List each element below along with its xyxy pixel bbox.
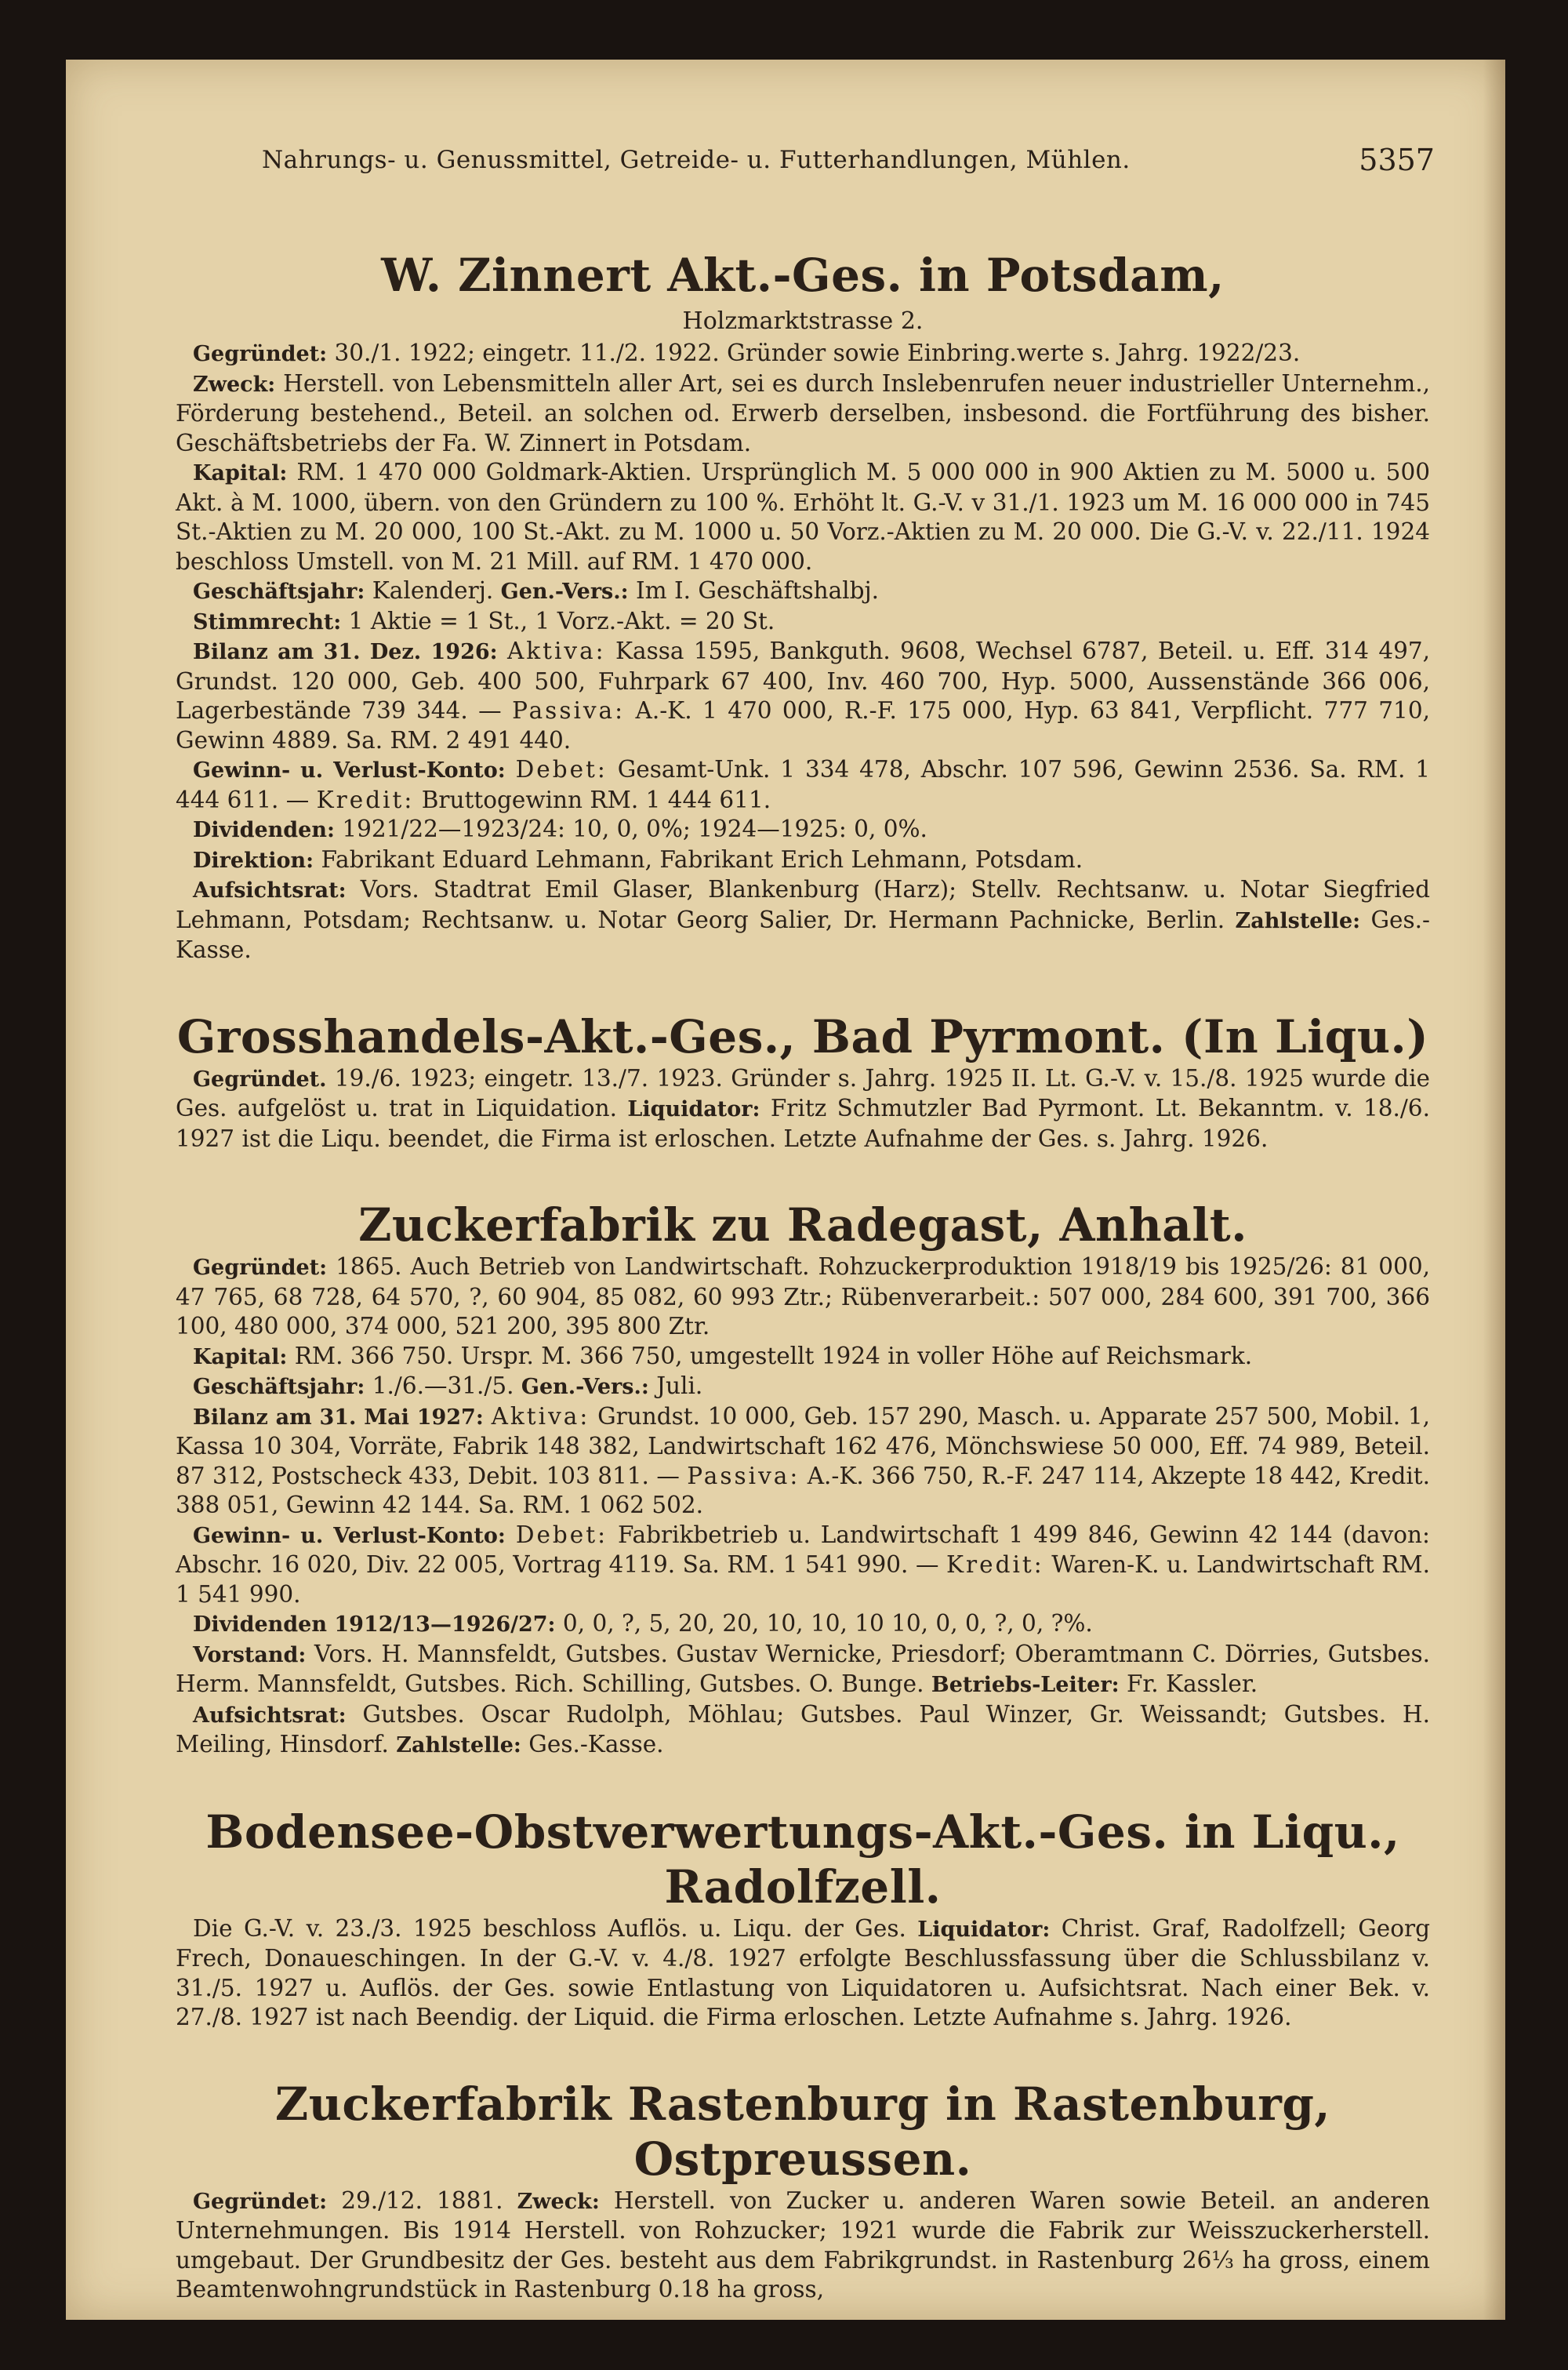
company-entry bbox=[176, 1805, 1430, 2033]
book-page bbox=[66, 60, 1505, 2320]
company-name: Bodensee-Obstverwertungs-Akt.-Ges. in Liqu., Radolfzell. bbox=[205, 1805, 1400, 1914]
entry-paragraph: Bilanz am 31. Dez. 1926: Aktiva: Kassa 1595, Bankguth. 9608, Wechsel 6787, Beteil. u. Eff. 314 497, Grundst. 120 000, Geb. 400 500, Fuhrpark 67 400, Inv. 460 700, Hyp. 5000, Aussenstände 366 006, Lagerbestände 739 344. — Passiva: A.-K. 1 470 000, R.-F. 175 000, Hyp. 63 841, Verpflicht. 777 710, Gewinn 4889. Sa. RM. 2 491 440. bbox=[176, 638, 1431, 754]
running-title: Nahrungs- u. Genussmittel, Getreide- u. Futterhandlungen, Mühlen. bbox=[262, 146, 1131, 174]
company-name: W. Zinnert Akt.-Ges. in Potsdam, bbox=[381, 249, 1225, 302]
entry-paragraph: Kapital: RM. 366 750. Urspr. M. 366 750, umgestellt 1924 in voller Höhe auf Reichsmark. bbox=[193, 1342, 1253, 1369]
page-number: 5357 bbox=[1359, 143, 1435, 177]
page-edge-shadow bbox=[1483, 60, 1505, 2320]
entry-paragraph: Bilanz am 31. Mai 1927: Aktiva: Grundst. 10 000, Geb. 157 290, Masch. u. Apparate 257 500, Mobil. 1, Kassa 10 304, Vorräte, Fabrik 148 382, Landwirtschaft 162 476, Mönchswiese 50 000, Eff. 74 989, Beteil. 87 312, Postscheck 433, Debit. 103 811. — Passiva: A.-K. 366 750, R.-F. 247 114, Akzepte 18 442, Kredit. 388 051, Gewinn 42 144. Sa. RM. 1 062 502. bbox=[176, 1402, 1430, 1518]
company-entry bbox=[176, 1198, 1430, 1761]
entry-paragraph: Gewinn- u. Verlust-Konto: Debet: Gesamt-Unk. 1 334 478, Abschr. 107 596, Gewinn 2536. Sa. RM. 1 444 611. — Kredit: Bruttogewinn RM. 1 444 611. bbox=[176, 756, 1430, 813]
entry-paragraph: Die G.-V. v. 23./3. 1925 beschloss Auflös. u. Liqu. der Ges. Liquidator: Christ. Graf, Radolfzell; Georg Frech, Donaueschingen. In der G.-V. v. 4./8. 1927 erfolgte Beschlussfassung über die Schlussbilanz v. 31./5. 1927 u. Auflös. der Ges. sowie Entlastung von Liquidatoren u. Aufsichtsrat. Nach einer Bek. v. 27./8. 1927 ist nach Beendig. der Liquid. die Firma erloschen. Letzte Aufnahme s. Jahrg. 1926. bbox=[176, 1914, 1430, 2030]
company-entry bbox=[176, 2077, 1430, 2305]
entry-paragraph: Direktion: Fabrikant Eduard Lehmann, Fabrikant Erich Lehmann, Potsdam. bbox=[193, 845, 1083, 873]
entry-paragraph: Gegründet: 30./1. 1922; eingetr. 11./2. 1922. Gründer sowie Einbring.werte s. Jahrg. 1922/23. bbox=[193, 340, 1301, 366]
entry-paragraph: Kapital: RM. 1 470 000 Goldmark-Aktien. Ursprünglich M. 5 000 000 in 900 Aktien zu M. 5000 u. 500 Akt. à M. 1000, übern. von den Gründern zu 100 %. Erhöht lt. G.-V. v 31./1. 1923 um M. 16 000 000 in 745 St.-Aktien zu M. 20 000, 100 St.-Akt. zu M. 1000 u. 50 Vorz.-Aktien zu M. 20 000. Die G.-V. v. 22./11. 1924 beschloss Umstell. von M. 21 Mill. auf RM. 1 470 000. bbox=[176, 459, 1430, 575]
entry-paragraph: Gegründet. 19./6. 1923; eingetr. 13./7. 1923. Gründer s. Jahrg. 1925 II. Lt. G.-V. v. 15./8. 1925 wurde die Ges. aufgelöst u. trat in Liquidation. Liquidator: Fritz Schmutzler Bad Pyrmont. Lt. Bekanntm. v. 18./6. 1927 ist die Liqu. beendet, die Firma ist erloschen. Letzte Aufnahme der Ges. s. Jahrg. 1926. bbox=[176, 1064, 1430, 1152]
company-name: Grosshandels-Akt.-Ges., Bad Pyrmont. (In Liqu.) bbox=[176, 1009, 1429, 1063]
entry-paragraph: Dividenden: 1921/22—1923/24: 10, 0, 0%; 1924—1925: 0, 0%. bbox=[193, 816, 927, 842]
entry-paragraph: Zweck: Herstell. von Lebensmitteln aller Art, sei es durch Inslebenrufen neuer industrieller Unternehm., Förderung bestehend., Beteil. an solchen od. Erwerb derselben, insbesond. die Fortführung des bisher. Geschäftsbetriebs der Fa. W. Zinnert in Potsdam. bbox=[176, 369, 1430, 456]
entries bbox=[176, 248, 1430, 2305]
entry-paragraph: Aufsichtsrat: Gutsbes. Oscar Rudolph, Möhlau; Gutsbes. Paul Winzer, Gr. Weissandt; Gutsbes. H. Meiling, Hinsdorf. Zahlstelle: Ges.-Kasse. bbox=[176, 1700, 1430, 1758]
entry-paragraph: Geschäftsjahr: 1./6.—31./5. Gen.-Vers.: Juli. bbox=[193, 1372, 703, 1399]
entry-paragraph: Gewinn- u. Verlust-Konto: Debet: Fabrikbetrieb u. Landwirtschaft 1 499 846, Gewinn 42 144 (davon: Abschr. 16 020, Div. 22 005, Vortrag 4119. Sa. RM. 1 541 990. — Kredit: Waren-K. u. Landwirtschaft RM. 1 541 990. bbox=[176, 1521, 1430, 1608]
entry-paragraph: Gegründet: 1865. Auch Betrieb von Landwirtschaft. Rohzuckerproduktion 1918/19 bis 1925/26: 81 000, 47 765, 68 728, 64 570, ?, 60 904, 85 082, 60 993 Ztr.; Rübenverarbeit.: 507 000, 284 600, 391 700, 366 100, 480 000, 374 000, 521 200, 395 800 Ztr. bbox=[176, 1253, 1430, 1339]
entry-paragraph: Gegründet: 29./12. 1881. Zweck: Herstell. von Zucker u. anderen Waren sowie Beteil. an anderen Unternehmungen. Bis 1914 Herstell. von Rohzucker; 1921 wurde die Fabrik zur Weisszuckerherstell. umgebaut. Der Grundbesitz der Ges. besteht aus dem Fabrikgrundst. in Rastenburg 26⅓ ha gross, einem Beamtenwohngrundstück in Rastenburg 0.18 ha gross, bbox=[176, 2186, 1430, 2303]
company-name: Zuckerfabrik Rastenburg in Rastenburg, Ostpreussen. bbox=[274, 2077, 1331, 2186]
entry-paragraph: Aufsichtsrat: Vors. Stadtrat Emil Glaser, Blankenburg (Harz); Stellv. Rechtsanw. u. Notar Siegfried Lehmann, Potsdam; Rechtsanw. u. Notar Georg Salier, Dr. Hermann Pachnicke, Berlin. Zahlstelle: Ges.-Kasse. bbox=[176, 876, 1430, 963]
company-entry bbox=[176, 1009, 1430, 1154]
company-address: Holzmarktstrasse 2. bbox=[682, 307, 924, 335]
entry-paragraph: Vorstand: Vors. H. Mannsfeldt, Gutsbes. Gustav Wernicke, Priesdorf; Oberamtmann C. Dörries, Gutsbes. Herm. Mannsfeldt, Gutsbes. Rich. Schilling, Gutsbes. O. Bunge. Betriebs-Leiter: Fr. Kassler. bbox=[176, 1640, 1430, 1697]
running-head bbox=[66, 143, 1505, 193]
entry-paragraph: Dividenden 1912/13—1926/27: 0, 0, ?, 5, 20, 20, 10, 10, 10 10, 0, 0, ?, 0, ?%. bbox=[193, 1610, 1093, 1637]
entry-paragraph: Stimmrecht: 1 Aktie = 1 St., 1 Vorz.-Akt. = 20 St. bbox=[193, 607, 775, 634]
company-entry bbox=[176, 248, 1430, 965]
entry-paragraph: Geschäftsjahr: Kalenderj. Gen.-Vers.: Im I. Geschäftshalbj. bbox=[193, 577, 880, 604]
company-name: Zuckerfabrik zu Radegast, Anhalt. bbox=[358, 1198, 1247, 1252]
